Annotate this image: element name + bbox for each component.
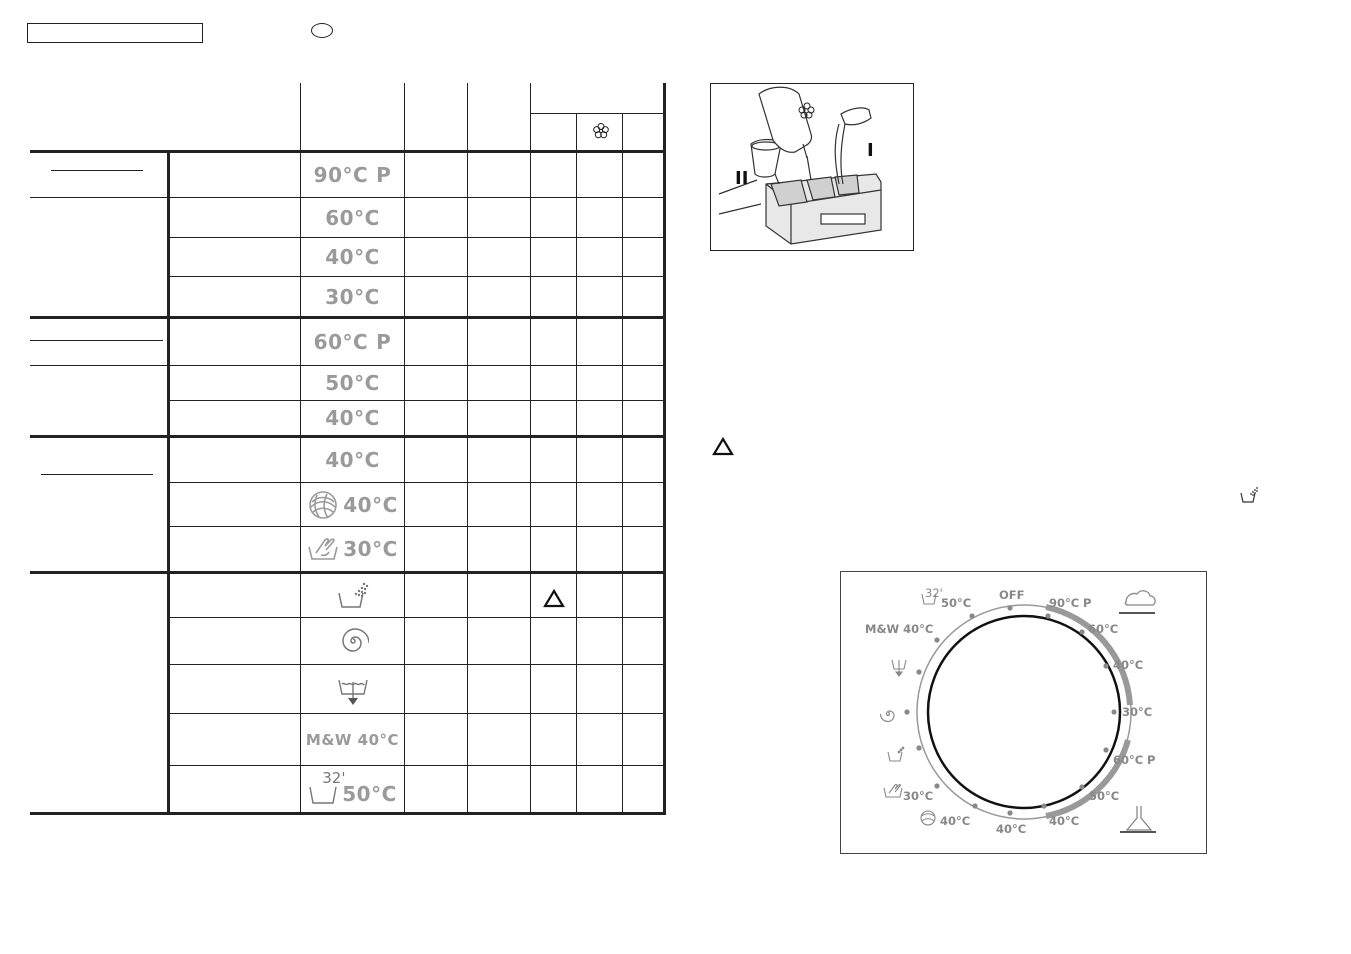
spin-icon xyxy=(881,711,895,722)
dial-label-30: 30°C xyxy=(1122,705,1153,719)
dial-label-syn60: 60°C xyxy=(1113,753,1144,767)
program-temp: 40°C xyxy=(343,492,398,517)
program-temp: 40°C xyxy=(325,448,380,472)
cotton-icon xyxy=(1119,591,1155,613)
dial-prewash-badge: P xyxy=(1083,596,1092,610)
program-cell xyxy=(301,277,404,316)
rinse-icon xyxy=(1239,486,1259,504)
dial-off-label: OFF xyxy=(999,588,1025,602)
language-oval xyxy=(311,23,333,38)
program-temp: 40°C xyxy=(325,406,380,430)
prewash-label: II xyxy=(735,168,749,189)
dial-label-syn50: 50°C xyxy=(1089,789,1120,803)
program-temp: 60°C xyxy=(313,330,369,354)
program-temp: 90°C xyxy=(313,163,369,187)
program-cell xyxy=(301,714,404,765)
program-temp: 30°C xyxy=(325,284,380,309)
rinse-icon xyxy=(336,581,370,611)
spin-icon xyxy=(337,625,369,657)
dial-label-rapid: 50°C xyxy=(941,596,972,610)
dial-rapid-time: 32' xyxy=(925,586,943,600)
dial-label-60: 60°C xyxy=(1088,622,1119,636)
header-box xyxy=(27,23,203,43)
program-temp: 50°C xyxy=(325,371,380,395)
rapid-time-label: 32' xyxy=(322,769,346,787)
program-cell xyxy=(301,574,404,617)
program-temp: M&W 40°C xyxy=(305,730,400,749)
dial-label-syn40: 40°C xyxy=(1049,814,1080,828)
prewash-badge: P xyxy=(376,163,392,187)
program-cell xyxy=(301,438,404,482)
flower-icon xyxy=(592,122,610,140)
synthetic-icon xyxy=(1120,806,1156,832)
program-temp: 50°C xyxy=(342,782,397,806)
dial-label-40: 40°C xyxy=(1113,658,1144,672)
warning-triangle-icon xyxy=(712,437,734,456)
drain-icon xyxy=(336,672,370,706)
rapid-32-icon xyxy=(308,769,346,807)
program-cell xyxy=(301,153,404,197)
handwash-icon xyxy=(307,535,339,563)
program-temp: 30°C xyxy=(343,537,398,561)
dispenser-illustration xyxy=(710,83,914,251)
rinse-icon xyxy=(888,747,904,761)
handwash-icon xyxy=(884,785,902,797)
program-cell xyxy=(301,319,404,365)
wool-icon xyxy=(307,490,339,520)
dial-label-wool40: 40°C xyxy=(940,814,971,828)
program-cell xyxy=(301,401,404,435)
program-cell xyxy=(301,766,404,812)
dial-prewash-badge: P xyxy=(1147,753,1156,767)
wool-icon xyxy=(921,811,935,825)
program-cell xyxy=(301,527,404,571)
program-cell xyxy=(301,238,404,276)
dial-label-mw: M&W 40°C xyxy=(865,622,934,636)
program-cell xyxy=(301,665,404,713)
program-cell xyxy=(301,483,404,526)
program-cell xyxy=(301,366,404,400)
program-cell xyxy=(301,618,404,664)
warning-triangle-icon xyxy=(543,589,565,608)
prewash-badge: P xyxy=(376,330,392,354)
dial-label-90: 90°C xyxy=(1049,596,1080,610)
drain-icon xyxy=(892,660,906,676)
dial-label-hand30: 30°C xyxy=(903,789,934,803)
dial-label-delicate40: 40°C xyxy=(996,822,1027,836)
main-wash-label: I xyxy=(867,140,874,161)
program-temp: 60°C xyxy=(325,205,380,230)
program-dial-panel xyxy=(840,571,1207,854)
program-cell xyxy=(301,198,404,237)
program-temp: 40°C xyxy=(325,245,380,269)
